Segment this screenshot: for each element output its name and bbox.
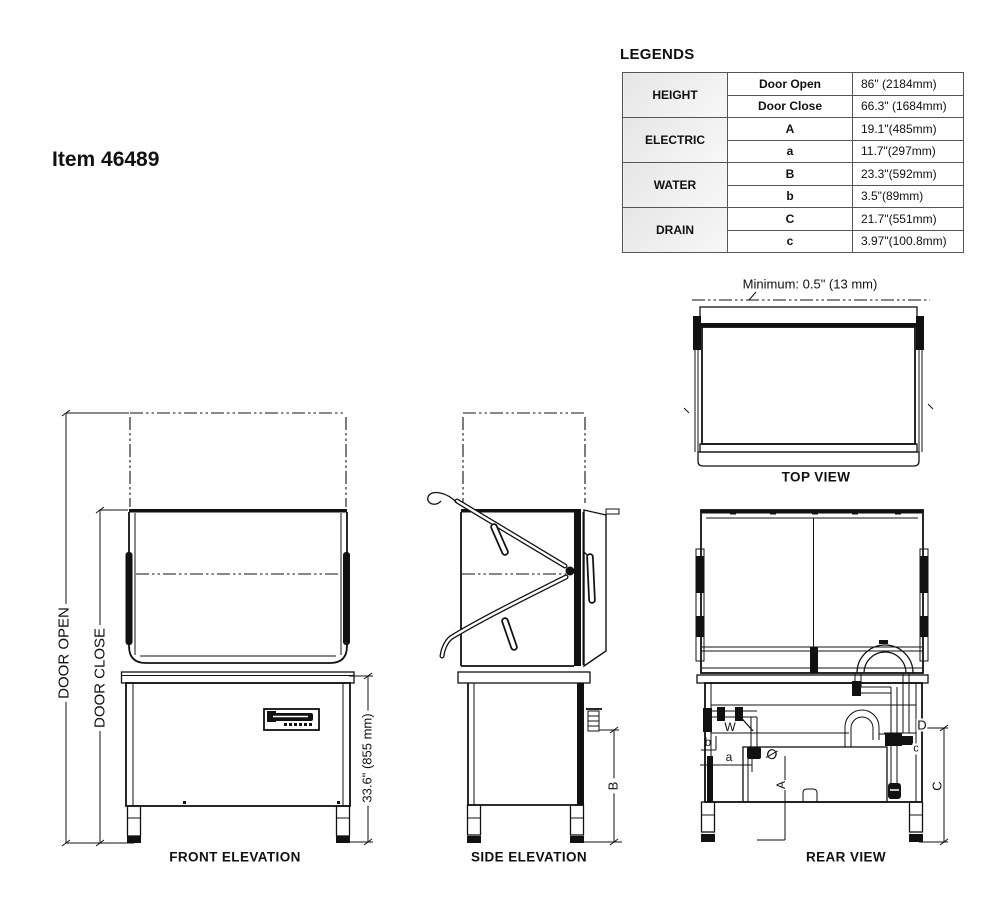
- top-view-drawing: [684, 292, 933, 466]
- clearance-note: Minimum: 0.5" (13 mm): [742, 276, 878, 292]
- water-inlet-fitting: [586, 709, 602, 731]
- top-view-caption: TOP VIEW: [781, 469, 851, 485]
- hood-handle-left: [126, 552, 133, 645]
- label-b-small: b: [704, 735, 712, 749]
- legend-category-drain: DRAIN: [623, 208, 728, 253]
- label-a-cap: A: [774, 780, 788, 790]
- legend-key: Door Open: [728, 73, 853, 96]
- door-pivot: [566, 567, 575, 576]
- table-row: [623, 163, 964, 186]
- legend-key: c: [728, 230, 853, 253]
- diameter-symbol: Ø: [764, 744, 780, 764]
- legend-key: B: [728, 163, 853, 186]
- legend-category-electric: ELECTRIC: [623, 118, 728, 163]
- label-d: D: [917, 717, 927, 733]
- rear-view-drawing: [696, 510, 948, 845]
- dim-b-label: B: [606, 779, 621, 794]
- label-c-small: c: [913, 742, 919, 755]
- base-rear-wall: [577, 683, 584, 805]
- legend-key: b: [728, 185, 853, 208]
- legend-value: 66.3" (1684mm): [853, 95, 964, 118]
- tabletop: [122, 672, 355, 683]
- legend-key: a: [728, 140, 853, 163]
- hood-handle-right: [343, 552, 350, 645]
- base-height-dim-label: 33.6" (855 mm): [360, 710, 375, 805]
- legend-value: 21.7"(551mm): [853, 208, 964, 231]
- rear-view-caption: REAR VIEW: [805, 849, 887, 865]
- legend-value: 3.5"(89mm): [853, 185, 964, 208]
- legend-value: 23.3"(592mm): [853, 163, 964, 186]
- top-body: [702, 327, 915, 444]
- legends-title: LEGENDS: [620, 46, 695, 63]
- front-elevation-drawing: [62, 410, 373, 846]
- legend-value: 11.7"(297mm): [853, 140, 964, 163]
- rear-hinge-rails: [696, 549, 928, 661]
- top-hinge-right: [916, 316, 924, 350]
- top-hinge-left: [693, 316, 701, 350]
- table-row: [623, 73, 964, 96]
- legend-category-height: HEIGHT: [623, 73, 728, 118]
- hood-outline: [129, 512, 347, 663]
- hood-top-edge: [129, 509, 347, 513]
- label-w: W: [724, 720, 736, 734]
- item-title: Item 46489: [52, 148, 160, 171]
- legend-value: 3.97"(100.8mm): [853, 230, 964, 253]
- table-row: [623, 118, 964, 141]
- label-a-small: a: [725, 750, 733, 764]
- legend-key: C: [728, 208, 853, 231]
- side-elevation-drawing: [428, 413, 622, 845]
- legend-value: 86" (2184mm): [853, 73, 964, 96]
- legend-key: A: [728, 118, 853, 141]
- front-elevation-caption: FRONT ELEVATION: [169, 849, 301, 865]
- legends-table: [622, 72, 964, 253]
- drain-piping: [845, 673, 913, 799]
- front-legs: [127, 806, 350, 843]
- hood-rear-column: [574, 511, 581, 666]
- legend-key: Door Close: [728, 95, 853, 118]
- base-cabinet: [126, 683, 350, 806]
- table-row: [623, 208, 964, 231]
- label-c-cap: C: [929, 781, 945, 791]
- door-open-dim-label: DOOR OPEN: [56, 604, 73, 702]
- side-elevation-caption: SIDE ELEVATION: [470, 849, 588, 865]
- legend-value: 19.1"(485mm): [853, 118, 964, 141]
- control-panel: [264, 709, 319, 730]
- door-close-dim-label: DOOR CLOSE: [92, 625, 109, 731]
- legend-category-water: WATER: [623, 163, 728, 208]
- side-legs: [467, 805, 584, 843]
- rear-legs: [701, 802, 923, 842]
